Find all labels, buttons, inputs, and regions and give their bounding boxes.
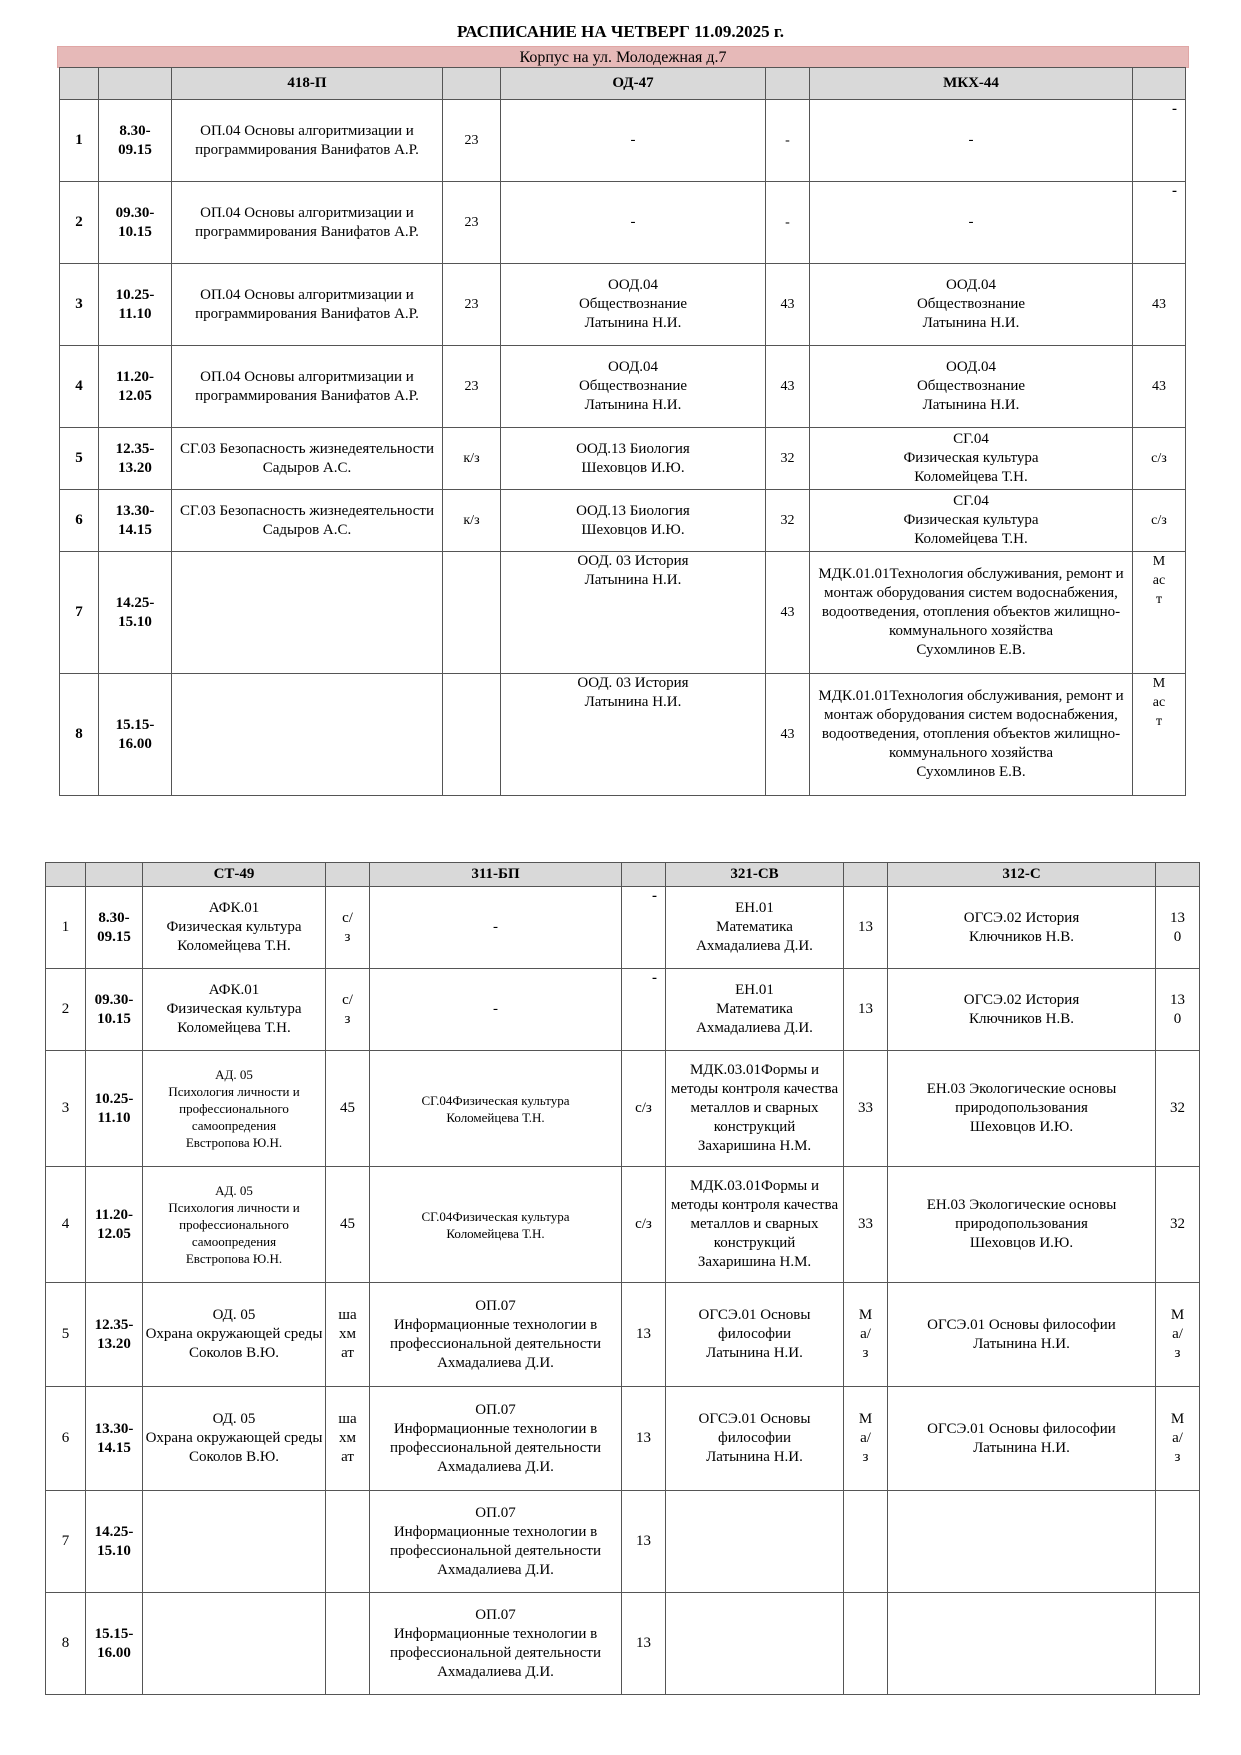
- lesson-time: 12.35- 13.20: [86, 1283, 143, 1387]
- lesson-number: 4: [46, 1167, 86, 1283]
- subject-cell: -: [810, 100, 1133, 182]
- subject-cell: СГ.04 Физическая культура Коломейцева Т.Н.: [810, 490, 1133, 552]
- room-cell: к/з: [443, 428, 501, 490]
- page-title: РАСПИСАНИЕ НА ЧЕТВЕРГ 11.09.2025 г.: [456, 22, 784, 41]
- subject-cell: АФК.01 Физическая культура Коломейцева Т.Н.: [143, 887, 326, 969]
- table-row: [46, 1167, 1200, 1283]
- table-row: [60, 100, 1186, 182]
- header-empty-time: [99, 68, 172, 100]
- lesson-time: 09.30- 10.15: [86, 969, 143, 1051]
- subject-cell: ООД. 03 История Латынина Н.И.: [501, 674, 766, 796]
- subject-cell: -: [501, 182, 766, 264]
- lesson-time: 8.30- 09.15: [99, 100, 172, 182]
- lesson-number: 3: [46, 1051, 86, 1167]
- building-banner: Корпус на ул. Молодежная д.7: [57, 46, 1189, 68]
- room-cell: М а/ з: [844, 1387, 888, 1491]
- subject-cell: ООД.13 Биология Шеховцов И.Ю.: [501, 490, 766, 552]
- subject-cell: ОП.07 Информационные технологии в профессиональной деятельности Ахмадалиева Д.И.: [370, 1387, 622, 1491]
- room-cell: 43: [1133, 264, 1186, 346]
- subject-cell: СГ.03 Безопасность жизнедеятельности Садыров А.С.: [172, 490, 443, 552]
- table-row: [60, 182, 1186, 264]
- subject-cell: ОД. 05 Охрана окружающей среды Соколов В.Ю.: [143, 1283, 326, 1387]
- subject-cell: ОП.07 Информационные технологии в профессиональной деятельности Ахмадалиева Д.И.: [370, 1283, 622, 1387]
- subject-cell: ОГСЭ.02 История Ключников Н.В.: [888, 887, 1156, 969]
- subject-cell: -: [370, 887, 622, 969]
- room-cell: М ас т: [1133, 674, 1186, 796]
- subject-cell: СГ.04Физическая культура Коломейцева Т.Н.: [370, 1167, 622, 1283]
- subject-cell: АД. 05 Психология личности и профессионального самоопредения Евстропова Ю.Н.: [143, 1167, 326, 1283]
- table-row: [46, 969, 1200, 1051]
- header-empty-room: [326, 863, 370, 887]
- header-empty-num: [60, 68, 99, 100]
- lesson-time: 8.30- 09.15: [86, 887, 143, 969]
- group-header: ОД-47: [501, 68, 766, 100]
- subject-cell: [888, 1593, 1156, 1695]
- lesson-time: 13.30- 14.15: [86, 1387, 143, 1491]
- table-row: [46, 1593, 1200, 1695]
- subject-cell: ООД.04 Обществознание Латынина Н.И.: [501, 264, 766, 346]
- room-cell: -: [1133, 182, 1186, 264]
- table-row: [60, 346, 1186, 428]
- room-cell: 45: [326, 1051, 370, 1167]
- lesson-number: 2: [60, 182, 99, 264]
- room-cell: -: [766, 182, 810, 264]
- subject-cell: ОП.04 Основы алгоритмизации и программирования Ванифатов А.Р.: [172, 182, 443, 264]
- subject-cell: ОП.04 Основы алгоритмизации и программирования Ванифатов А.Р.: [172, 346, 443, 428]
- subject-cell: ОП.07 Информационные технологии в профессиональной деятельности Ахмадалиева Д.И.: [370, 1491, 622, 1593]
- room-cell: 13: [844, 969, 888, 1051]
- lesson-time: 12.35- 13.20: [99, 428, 172, 490]
- table-row: [46, 887, 1200, 969]
- room-cell: 32: [1156, 1051, 1200, 1167]
- lesson-time: 11.20- 12.05: [99, 346, 172, 428]
- subject-cell: ОГСЭ.02 История Ключников Н.В.: [888, 969, 1156, 1051]
- room-cell: М ас т: [1133, 552, 1186, 674]
- room-cell: 43: [766, 552, 810, 674]
- lesson-number: 1: [46, 887, 86, 969]
- room-cell: 33: [844, 1167, 888, 1283]
- subject-cell: ОД. 05 Охрана окружающей среды Соколов В.Ю.: [143, 1387, 326, 1491]
- lesson-time: 10.25- 11.10: [86, 1051, 143, 1167]
- header-empty-room: [1133, 68, 1186, 100]
- subject-cell: ОП.04 Основы алгоритмизации и программирования Ванифатов А.Р.: [172, 264, 443, 346]
- room-cell: 32: [766, 428, 810, 490]
- lesson-number: 6: [60, 490, 99, 552]
- room-cell: 13: [622, 1387, 666, 1491]
- group-header: МКХ-44: [810, 68, 1133, 100]
- subject-cell: [172, 552, 443, 674]
- lesson-time: 10.25- 11.10: [99, 264, 172, 346]
- table-row: [60, 674, 1186, 796]
- room-cell: 23: [443, 182, 501, 264]
- room-cell: [443, 674, 501, 796]
- lesson-number: 3: [60, 264, 99, 346]
- table-header-row: [60, 68, 1186, 100]
- room-cell: 45: [326, 1167, 370, 1283]
- subject-cell: [143, 1491, 326, 1593]
- header-empty-room: [622, 863, 666, 887]
- room-cell: 13: [622, 1283, 666, 1387]
- room-cell: -: [622, 969, 666, 1051]
- room-cell: М а/ з: [844, 1283, 888, 1387]
- room-cell: -: [1133, 100, 1186, 182]
- subject-cell: [666, 1593, 844, 1695]
- table-row: [60, 490, 1186, 552]
- subject-cell: [172, 674, 443, 796]
- room-cell: с/з: [1133, 490, 1186, 552]
- subject-cell: -: [501, 100, 766, 182]
- room-cell: [1156, 1491, 1200, 1593]
- room-cell: с/з: [622, 1167, 666, 1283]
- subject-cell: ОП.04 Основы алгоритмизации и программирования Ванифатов А.Р.: [172, 100, 443, 182]
- subject-cell: [666, 1491, 844, 1593]
- table-header-row: [46, 863, 1200, 887]
- schedule-table-2: [45, 862, 1200, 1695]
- lesson-number: 6: [46, 1387, 86, 1491]
- room-cell: 13: [622, 1593, 666, 1695]
- room-cell: [1156, 1593, 1200, 1695]
- subject-cell: [143, 1593, 326, 1695]
- room-cell: [326, 1593, 370, 1695]
- subject-cell: СГ.03 Безопасность жизнедеятельности Садыров А.С.: [172, 428, 443, 490]
- room-cell: [844, 1491, 888, 1593]
- room-cell: с/з: [622, 1051, 666, 1167]
- room-cell: -: [766, 100, 810, 182]
- table-row: [46, 1283, 1200, 1387]
- room-cell: с/ з: [326, 969, 370, 1051]
- lesson-number: 7: [46, 1491, 86, 1593]
- lesson-number: 5: [60, 428, 99, 490]
- room-cell: 13 0: [1156, 969, 1200, 1051]
- subject-cell: МДК.01.01Технология обслуживания, ремонт и монтаж оборудования систем водоснабжения, водоотведения, отопления объектов жилищно-коммунального хозяйства Сухомлинов Е.В.: [810, 674, 1133, 796]
- lesson-time: 14.25- 15.10: [99, 552, 172, 674]
- room-cell: 13 0: [1156, 887, 1200, 969]
- room-cell: с/ з: [326, 887, 370, 969]
- table-row: [60, 264, 1186, 346]
- subject-cell: АД. 05 Психология личности и профессионального самоопредения Евстропова Ю.Н.: [143, 1051, 326, 1167]
- room-cell: 32: [766, 490, 810, 552]
- room-cell: М а/ з: [1156, 1283, 1200, 1387]
- table-row: [46, 1051, 1200, 1167]
- header-empty-room: [844, 863, 888, 887]
- table-row: [60, 552, 1186, 674]
- subject-cell: СГ.04 Физическая культура Коломейцева Т.Н.: [810, 428, 1133, 490]
- lesson-number: 5: [46, 1283, 86, 1387]
- room-cell: 43: [766, 674, 810, 796]
- lesson-number: 8: [46, 1593, 86, 1695]
- room-cell: с/з: [1133, 428, 1186, 490]
- room-cell: 23: [443, 100, 501, 182]
- room-cell: 33: [844, 1051, 888, 1167]
- subject-cell: ОП.07 Информационные технологии в профессиональной деятельности Ахмадалиева Д.И.: [370, 1593, 622, 1695]
- room-cell: ша хм ат: [326, 1387, 370, 1491]
- header-empty-room: [443, 68, 501, 100]
- subject-cell: МДК.03.01Формы и методы контроля качества металлов и сварных конструкций Захаришина Н.М.: [666, 1167, 844, 1283]
- lesson-time: 14.25- 15.10: [86, 1491, 143, 1593]
- header-empty-room: [766, 68, 810, 100]
- subject-cell: МДК.03.01Формы и методы контроля качества металлов и сварных конструкций Захаришина Н.М.: [666, 1051, 844, 1167]
- subject-cell: ОГСЭ.01 Основы философии Латынина Н.И.: [666, 1283, 844, 1387]
- room-cell: ша хм ат: [326, 1283, 370, 1387]
- group-header: 418-П: [172, 68, 443, 100]
- lesson-number: 1: [60, 100, 99, 182]
- group-header: 321-СВ: [666, 863, 844, 887]
- room-cell: [844, 1593, 888, 1695]
- lesson-time: 11.20- 12.05: [86, 1167, 143, 1283]
- subject-cell: ООД. 03 История Латынина Н.И.: [501, 552, 766, 674]
- subject-cell: ООД.13 Биология Шеховцов И.Ю.: [501, 428, 766, 490]
- subject-cell: ОГСЭ.01 Основы философии Латынина Н.И.: [888, 1283, 1156, 1387]
- room-cell: 13: [844, 887, 888, 969]
- subject-cell: [888, 1491, 1156, 1593]
- subject-cell: ООД.04 Обществознание Латынина Н.И.: [501, 346, 766, 428]
- subject-cell: ООД.04 Обществознание Латынина Н.И.: [810, 346, 1133, 428]
- room-cell: 43: [1133, 346, 1186, 428]
- subject-cell: -: [370, 969, 622, 1051]
- subject-cell: ООД.04 Обществознание Латынина Н.И.: [810, 264, 1133, 346]
- room-cell: -: [622, 887, 666, 969]
- lesson-time: 13.30- 14.15: [99, 490, 172, 552]
- table-row: [60, 428, 1186, 490]
- table-row: [46, 1387, 1200, 1491]
- lesson-number: 7: [60, 552, 99, 674]
- header-empty-time: [86, 863, 143, 887]
- schedule-table-1: [59, 67, 1186, 796]
- subject-cell: ОГСЭ.01 Основы философии Латынина Н.И.: [666, 1387, 844, 1491]
- lesson-time: 09.30- 10.15: [99, 182, 172, 264]
- group-header: 311-БП: [370, 863, 622, 887]
- room-cell: 23: [443, 346, 501, 428]
- group-header: 312-С: [888, 863, 1156, 887]
- subject-cell: ЕН.03 Экологические основы природопользования Шеховцов И.Ю.: [888, 1051, 1156, 1167]
- room-cell: [443, 552, 501, 674]
- room-cell: 32: [1156, 1167, 1200, 1283]
- room-cell: 13: [622, 1491, 666, 1593]
- lesson-time: 15.15- 16.00: [86, 1593, 143, 1695]
- subject-cell: ЕН.01 Математика Ахмадалиева Д.И.: [666, 887, 844, 969]
- lesson-number: 8: [60, 674, 99, 796]
- lesson-number: 2: [46, 969, 86, 1051]
- lesson-number: 4: [60, 346, 99, 428]
- room-cell: 43: [766, 346, 810, 428]
- subject-cell: ЕН.03 Экологические основы природопользования Шеховцов И.Ю.: [888, 1167, 1156, 1283]
- header-empty-room: [1156, 863, 1200, 887]
- room-cell: 23: [443, 264, 501, 346]
- subject-cell: ЕН.01 Математика Ахмадалиева Д.И.: [666, 969, 844, 1051]
- subject-cell: ОГСЭ.01 Основы философии Латынина Н.И.: [888, 1387, 1156, 1491]
- room-cell: [326, 1491, 370, 1593]
- header-empty-num: [46, 863, 86, 887]
- subject-cell: АФК.01 Физическая культура Коломейцева Т.Н.: [143, 969, 326, 1051]
- subject-cell: МДК.01.01Технология обслуживания, ремонт и монтаж оборудования систем водоснабжения, водоотведения, отопления объектов жилищно-коммунального хозяйства Сухомлинов Е.В.: [810, 552, 1133, 674]
- subject-cell: СГ.04Физическая культура Коломейцева Т.Н.: [370, 1051, 622, 1167]
- table-row: [46, 1491, 1200, 1593]
- room-cell: 43: [766, 264, 810, 346]
- group-header: СТ-49: [143, 863, 326, 887]
- lesson-time: 15.15- 16.00: [99, 674, 172, 796]
- room-cell: к/з: [443, 490, 501, 552]
- room-cell: М а/ з: [1156, 1387, 1200, 1491]
- subject-cell: -: [810, 182, 1133, 264]
